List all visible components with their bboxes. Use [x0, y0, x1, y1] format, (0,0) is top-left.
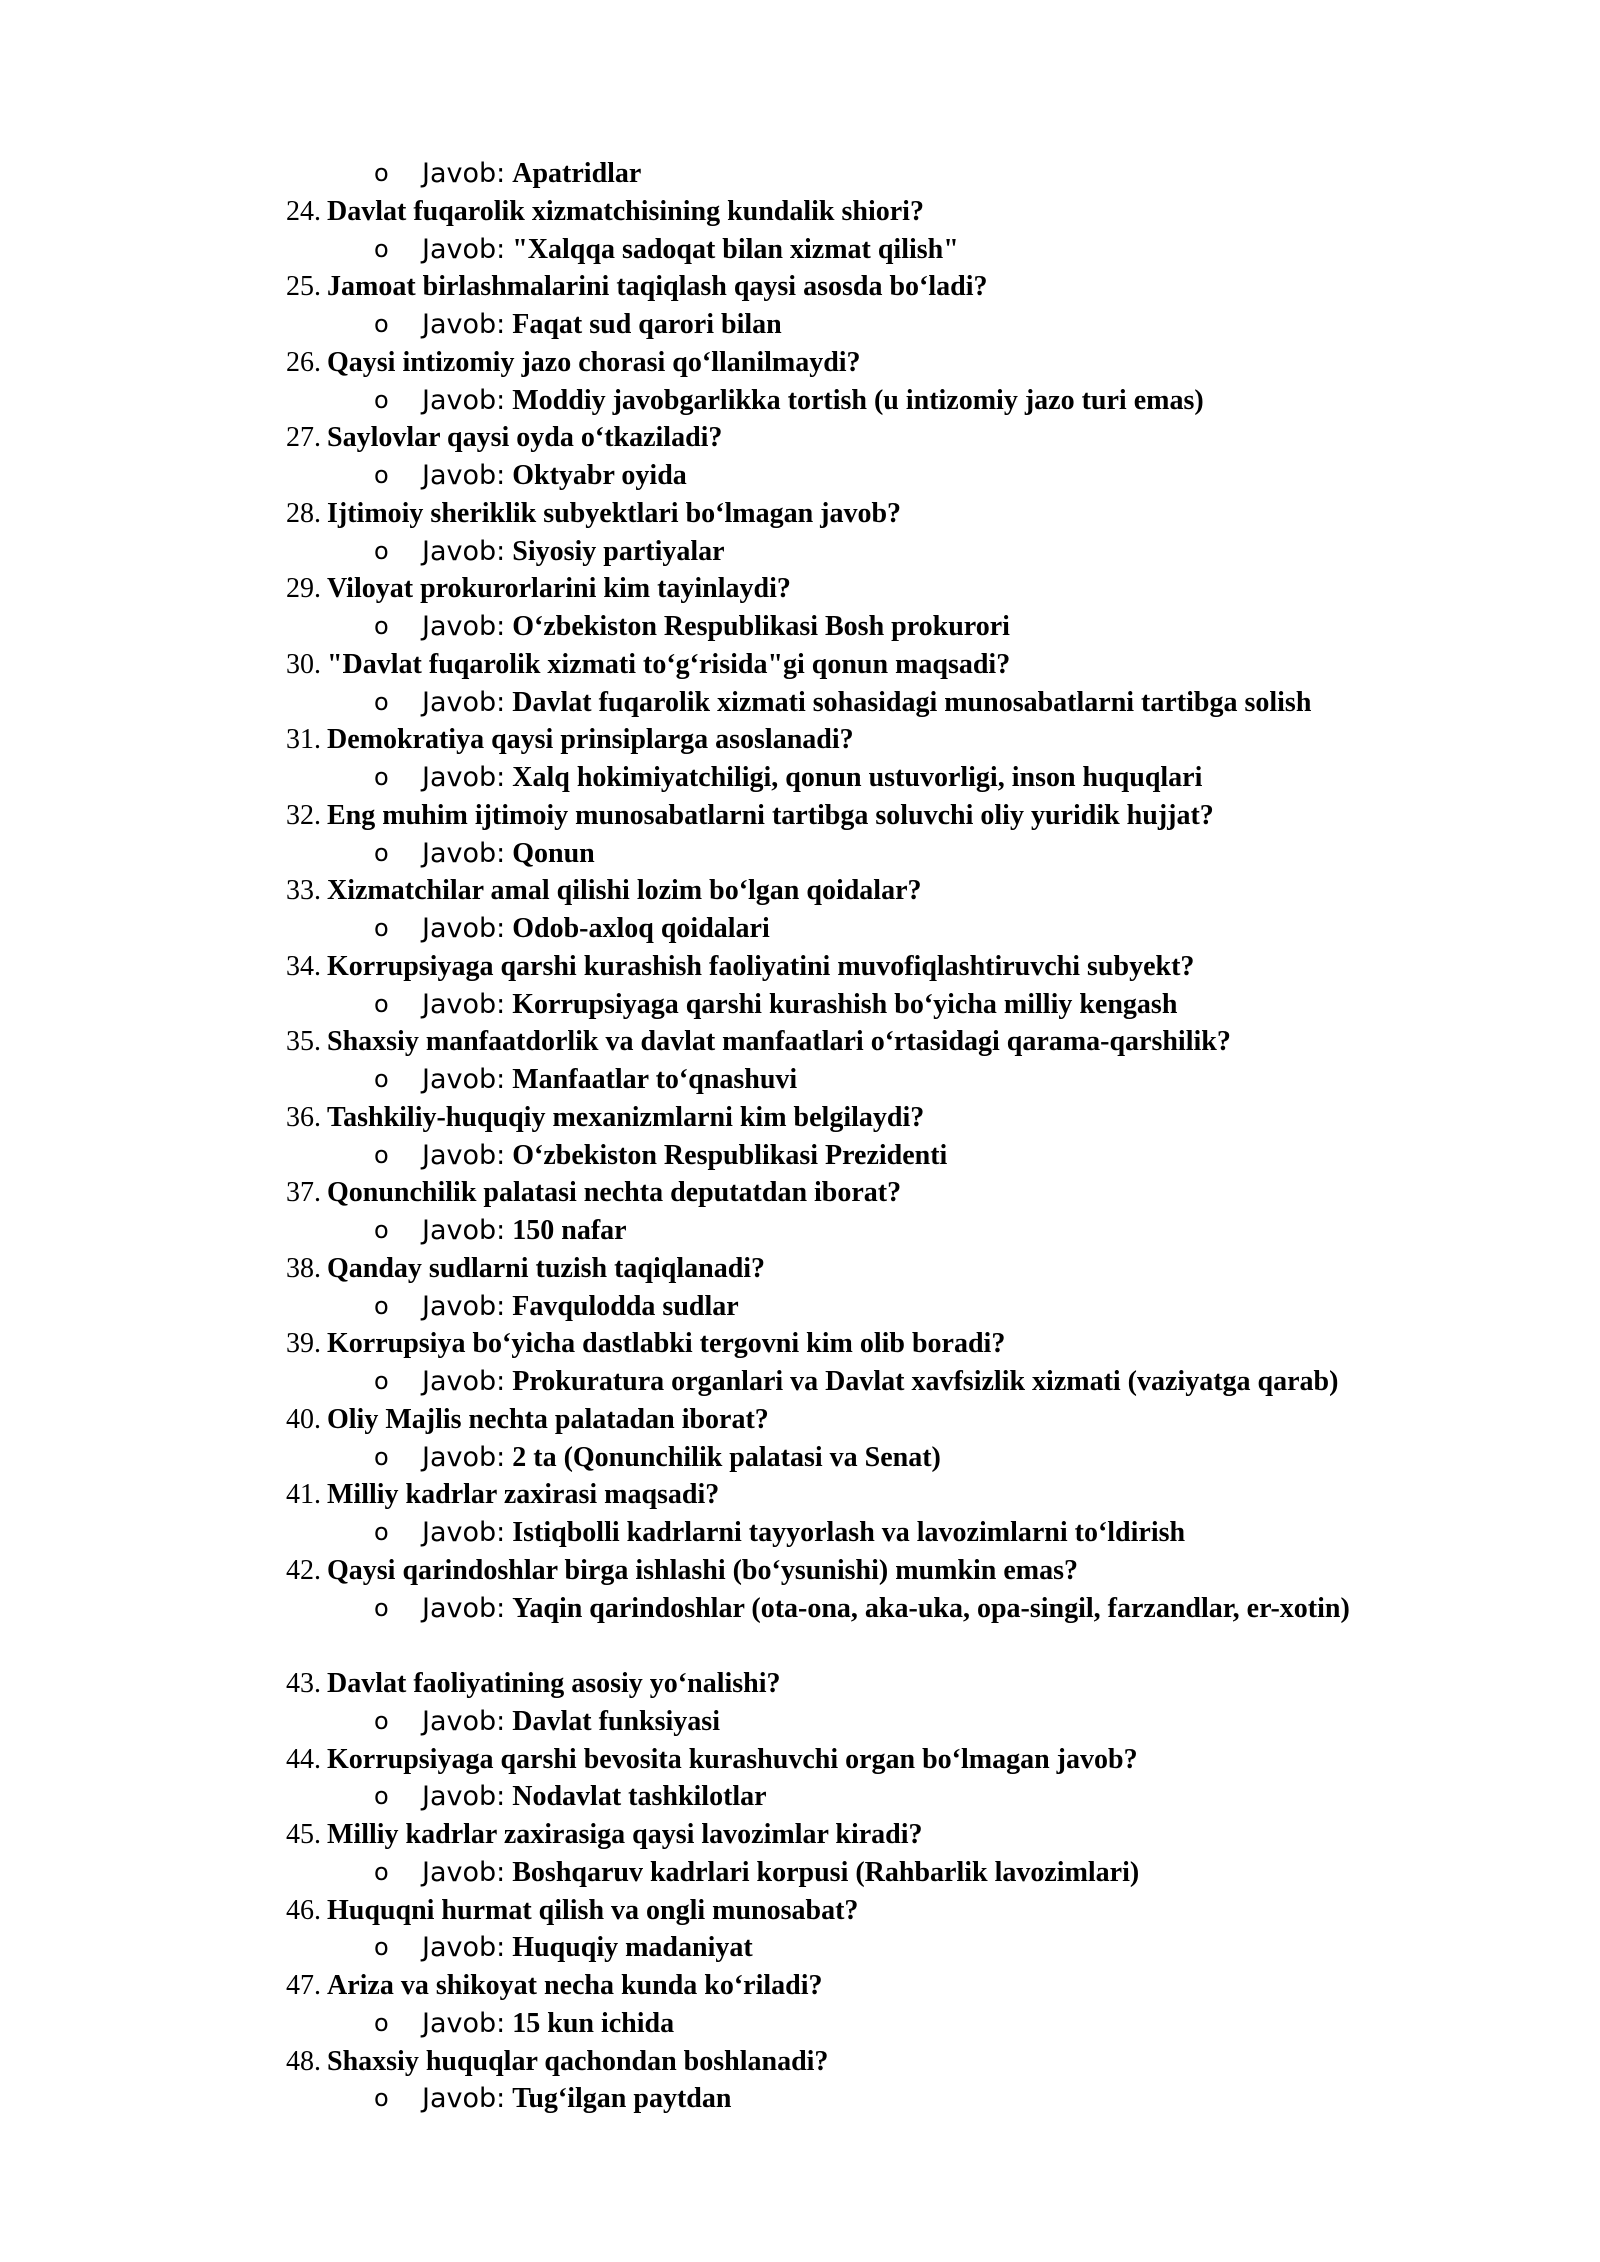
bullet-marker: o: [374, 1367, 389, 1395]
answer-label: Javob:: [422, 686, 506, 718]
answer: [422, 1778, 1450, 1816]
bullet-marker: o: [374, 838, 389, 867]
question-number: 33.: [286, 875, 321, 907]
answer-text: Qonun: [512, 837, 595, 869]
question-number: 31.: [286, 724, 321, 756]
question-number: 29.: [286, 573, 321, 605]
bullet-marker: o: [374, 1518, 389, 1546]
question-text: Xizmatchilar amal qilishi lozim bo‘lgan qoidalar?: [327, 875, 922, 907]
answer-text: Davlat fuqarolik xizmati sohasidagi munosabatlarni tartibga solish: [512, 686, 1312, 718]
bullet-marker: o: [374, 763, 389, 791]
bullet-marker: o: [374, 1857, 389, 1886]
answer: [422, 1439, 1450, 1477]
answer-line: [0, 1212, 1600, 1250]
answer-label: Javob:: [422, 611, 506, 642]
question-text: Saylovlar qaysi oyda o‘tkaziladi?: [327, 422, 723, 454]
question-line: [0, 1023, 1600, 1061]
question-number: 27.: [286, 422, 321, 454]
answer-text: Favqulodda sudlar: [512, 1290, 739, 1322]
answer-label: Javob:: [422, 1592, 506, 1624]
question-number: 39.: [286, 1328, 321, 1360]
answer-text: "Xalqqa sadoqat bilan xizmat qilish": [512, 233, 959, 265]
answer-text: Siyosiy partiyalar: [512, 535, 725, 567]
answer-line: [0, 382, 1600, 420]
question-text: Demokratiya qaysi prinsiplarga asoslanadi?: [327, 724, 854, 756]
answer-line: [0, 910, 1600, 948]
answer-line: [0, 1137, 1600, 1175]
question-number: 37.: [286, 1177, 321, 1209]
question-number: 25.: [286, 271, 321, 303]
answer: [422, 986, 1450, 1024]
answer-label: Javob:: [422, 762, 506, 793]
question-line: [0, 1250, 1600, 1288]
answer-text: Faqat sud qarori bilan: [512, 309, 782, 340]
question-text: Ijtimoiy sheriklik subyektlari bo‘lmagan javob?: [327, 497, 902, 529]
answer-line: [0, 1363, 1600, 1401]
answer: [422, 1514, 1450, 1552]
answer-label: Javob:: [422, 1781, 506, 1813]
question-number: 47.: [286, 1970, 321, 2001]
answer-line: [0, 1854, 1600, 1892]
question-number: 30.: [286, 648, 321, 680]
answer-label: Javob:: [422, 1139, 506, 1171]
answer: [422, 533, 1450, 571]
answer-label: Javob:: [422, 158, 506, 189]
bullet-marker: o: [374, 310, 389, 338]
bullet-marker: o: [374, 1140, 389, 1169]
answer: [422, 835, 1450, 873]
question-line: [0, 1741, 1600, 1779]
question-number: 24.: [286, 195, 321, 227]
answer-text: Apatridlar: [512, 158, 642, 189]
question-text: Davlat fuqarolik xizmatchisining kundalik shiori?: [327, 195, 924, 227]
document-page: [0, 155, 1600, 2118]
answer-line: [0, 1439, 1600, 1477]
question-number: 46.: [286, 1894, 321, 1926]
question-text: Oliy Majlis nechta palatadan iborat?: [327, 1403, 769, 1435]
question-line: [0, 193, 1600, 231]
answer-line: [0, 1590, 1600, 1666]
answer-label: Javob:: [422, 233, 506, 265]
question-text: Shaxsiy manfaatdorlik va davlat manfaatlari o‘rtasidagi qarama-qarshilik?: [327, 1026, 1231, 1058]
answer: [422, 231, 1450, 269]
question-line: [0, 1099, 1600, 1137]
question-text: Qanday sudlarni tuzish taqiqlanadi?: [327, 1252, 766, 1284]
question-text: Milliy kadrlar zaxirasi maqsadi?: [327, 1479, 720, 1511]
question-text: Viloyat prokurorlarini kim tayinlaydi?: [327, 573, 791, 605]
answer-text: Istiqbolli kadrlarni tayyorlash va lavozimlarni to‘ldirish: [512, 1517, 1186, 1548]
answer: [422, 457, 1450, 495]
question-line: [0, 1325, 1600, 1363]
answer: [422, 1212, 1450, 1250]
question-text: Qaysi intizomiy jazo chorasi qo‘llanilmaydi?: [327, 346, 861, 378]
answer: [422, 910, 1450, 948]
answer-line: [0, 533, 1600, 571]
question-line: [0, 1552, 1600, 1590]
answer: [422, 1363, 1450, 1401]
bullet-marker: o: [374, 914, 389, 942]
question-line: [0, 646, 1600, 684]
bullet-marker: o: [374, 687, 389, 716]
question-line: [0, 1892, 1600, 1930]
answer-label: Javob:: [422, 1932, 506, 1964]
question-text: "Davlat fuqarolik xizmati to‘g‘risida"gi qonun maqsadi?: [327, 648, 1011, 680]
question-line: [0, 721, 1600, 759]
question-text: Shaxsiy huquqlar qachondan boshlanadi?: [327, 2045, 829, 2077]
question-number: 40.: [286, 1403, 321, 1435]
answer-line: [0, 2080, 1600, 2118]
question-line: [0, 2043, 1600, 2081]
question-line: [0, 570, 1600, 608]
question-number: 42.: [286, 1554, 321, 1586]
question-number: 45.: [286, 1819, 321, 1850]
answer-label: Javob:: [422, 1290, 506, 1322]
answer-line: [0, 306, 1600, 344]
question-text: Qonunchilik palatasi nechta deputatdan iborat?: [327, 1177, 902, 1209]
answer-label: Javob:: [422, 1215, 506, 1246]
bullet-marker: o: [374, 1933, 389, 1962]
bullet-marker: o: [374, 234, 389, 263]
question-text: Tashkiliy-huquqiy mexanizmlarni kim belgilaydi?: [327, 1101, 925, 1133]
bullet-marker: o: [374, 1782, 389, 1811]
answer-text: Odob-axloq qoidalari: [512, 913, 770, 944]
answer: [422, 1061, 1450, 1099]
answer-text: Nodavlat tashkilotlar: [512, 1781, 767, 1813]
bullet-marker: o: [374, 1442, 389, 1471]
answer: [422, 1854, 1450, 1892]
answer: [422, 1929, 1450, 1967]
question-answer-list: [0, 193, 1600, 2118]
answer-line: [0, 1288, 1600, 1326]
answer-label: Javob:: [422, 1441, 506, 1473]
answer-label: Javob:: [422, 1366, 506, 1397]
question-text: Korrupsiya bo‘yicha dastlabki tergovni kim olib boradi?: [327, 1328, 1006, 1360]
question-number: 34.: [286, 950, 321, 982]
bullet-marker: o: [374, 385, 389, 414]
question-text: Jamoat birlashmalarini taqiqlash qaysi asosda bo‘ladi?: [327, 271, 988, 303]
answer-text: 150 nafar: [512, 1215, 627, 1246]
answer-line: [0, 1929, 1600, 1967]
answer-text: Xalq hokimiyatchiligi, qonun ustuvorligi, inson huquqlari: [512, 762, 1203, 793]
answer-label: Javob:: [422, 309, 506, 340]
question-line: [0, 872, 1600, 910]
answer: [422, 1288, 1450, 1326]
answer: [422, 2080, 1450, 2118]
answer-text: Yaqin qarindoshlar (ota-ona, aka-uka, opa-singil, farzandlar, er-xotin): [512, 1592, 1350, 1624]
answer-line: [0, 457, 1600, 495]
answer-text: 15 kun ichida: [512, 2007, 675, 2039]
answer-label: Javob:: [422, 384, 506, 416]
answer-text: 2 ta (Qonunchilik palatasi va Senat): [512, 1441, 941, 1473]
question-line: [0, 948, 1600, 986]
question-number: 48.: [286, 2045, 321, 2077]
answer: [422, 1137, 1450, 1175]
question-number: 38.: [286, 1252, 321, 1284]
question-line: [0, 1401, 1600, 1439]
question-line: [0, 344, 1600, 382]
bullet-marker: o: [374, 1216, 389, 1244]
answer: [422, 2005, 1450, 2043]
bullet-marker: o: [374, 2084, 389, 2113]
answer-line: [0, 835, 1600, 873]
bullet-marker: o: [374, 2008, 389, 2037]
bullet-marker: o: [374, 989, 389, 1018]
question-text: Eng muhim ijtimoiy munosabatlarni tartibga soluvchi oliy yuridik hujjat?: [327, 799, 1214, 831]
answer-label: Javob:: [422, 1517, 506, 1548]
answer: [422, 684, 1450, 722]
answer-line: [0, 2005, 1600, 2043]
answer-text: Huquqiy madaniyat: [512, 1932, 753, 1964]
question-number: 41.: [286, 1479, 321, 1511]
answer-label: Javob:: [422, 913, 506, 944]
answer-label: Javob:: [422, 2007, 506, 2039]
answer: [422, 382, 1450, 420]
answer-label: Javob:: [422, 2083, 506, 2115]
bullet-marker: o: [374, 612, 389, 640]
answer-text: Manfaatlar to‘qnashuvi: [512, 1064, 798, 1095]
question-line: [0, 1476, 1600, 1514]
question-text: Davlat faoliyatining asosiy yo‘nalishi?: [327, 1668, 781, 1699]
question-line: [0, 797, 1600, 835]
answer-line: [0, 231, 1600, 269]
bullet-marker: o: [374, 536, 389, 565]
answer-text: Oktyabr oyida: [512, 460, 687, 491]
answer-text: Boshqaruv kadrlari korpusi (Rahbarlik lavozimlari): [512, 1856, 1140, 1888]
bullet-marker: o: [374, 461, 389, 489]
answer-text: Moddiy javobgarlikka tortish (u intizomiy jazo turi emas): [512, 384, 1204, 416]
answer-line: [0, 1514, 1600, 1552]
question-number: 28.: [286, 497, 321, 529]
question-line: [0, 1665, 1600, 1703]
question-line: [0, 495, 1600, 533]
answer-label: Javob:: [422, 460, 506, 491]
question-text: Huquqni hurmat qilish va ongli munosabat?: [327, 1894, 859, 1926]
answer: [422, 155, 1450, 193]
question-text: Korrupsiyaga qarshi bevosita kurashuvchi organ bo‘lmagan javob?: [327, 1743, 1138, 1775]
answer-text: Tug‘ilgan paytdan: [512, 2083, 732, 2115]
question-line: [0, 419, 1600, 457]
question-number: 44.: [286, 1743, 321, 1775]
bullet-marker: o: [374, 1291, 389, 1320]
answer-line: [0, 1778, 1600, 1816]
bullet-marker: o: [374, 1065, 389, 1093]
bullet-marker: o: [374, 1706, 389, 1735]
answer-text: Korrupsiyaga qarshi kurashish bo‘yicha milliy kengash: [512, 988, 1178, 1020]
question-line: [0, 1816, 1600, 1854]
answer-line: [0, 1703, 1600, 1741]
answer-line: [0, 155, 1600, 193]
answer-text: O‘zbekiston Respublikasi Bosh prokurori: [512, 611, 1010, 642]
question-line: [0, 268, 1600, 306]
answer-text: O‘zbekiston Respublikasi Prezidenti: [512, 1139, 948, 1171]
answer-line: [0, 759, 1600, 797]
answer-label: Javob:: [422, 1705, 506, 1737]
answer: [422, 306, 1450, 344]
question-number: 26.: [286, 346, 321, 378]
answer-line: [0, 608, 1600, 646]
answer-line: [0, 1061, 1600, 1099]
question-text: Milliy kadrlar zaxirasiga qaysi lavozimlar kiradi?: [327, 1819, 923, 1850]
question-number: 36.: [286, 1101, 321, 1133]
answer-label: Javob:: [422, 837, 506, 869]
bullet-marker: o: [374, 159, 389, 187]
bullet-marker: o: [374, 1593, 389, 1622]
question-number: 35.: [286, 1026, 321, 1058]
question-line: [0, 1967, 1600, 2005]
question-text: Qaysi qarindoshlar birga ishlashi (bo‘ysunishi) mumkin emas?: [327, 1554, 1079, 1586]
answer: [422, 1590, 1482, 1628]
answer-line: [0, 986, 1600, 1024]
answer-line: [0, 684, 1600, 722]
answer: [422, 759, 1450, 797]
question-line: [0, 1174, 1600, 1212]
answer-label: Javob:: [422, 1856, 506, 1888]
question-number: 43.: [286, 1668, 321, 1699]
answer: [422, 1703, 1450, 1741]
answer: [422, 608, 1450, 646]
question-number: 32.: [286, 799, 321, 831]
answer-label: Javob:: [422, 988, 506, 1020]
answer-text: Davlat funksiyasi: [512, 1705, 720, 1737]
question-text: Ariza va shikoyat necha kunda ko‘riladi?: [327, 1970, 823, 2001]
answer-label: Javob:: [422, 1064, 506, 1095]
answer-text: Prokuratura organlari va Davlat xavfsizlik xizmati (vaziyatga qarab): [512, 1366, 1339, 1397]
question-text: Korrupsiyaga qarshi kurashish faoliyatini muvofiqlashtiruvchi subyekt?: [327, 950, 1195, 982]
answer-label: Javob:: [422, 535, 506, 567]
